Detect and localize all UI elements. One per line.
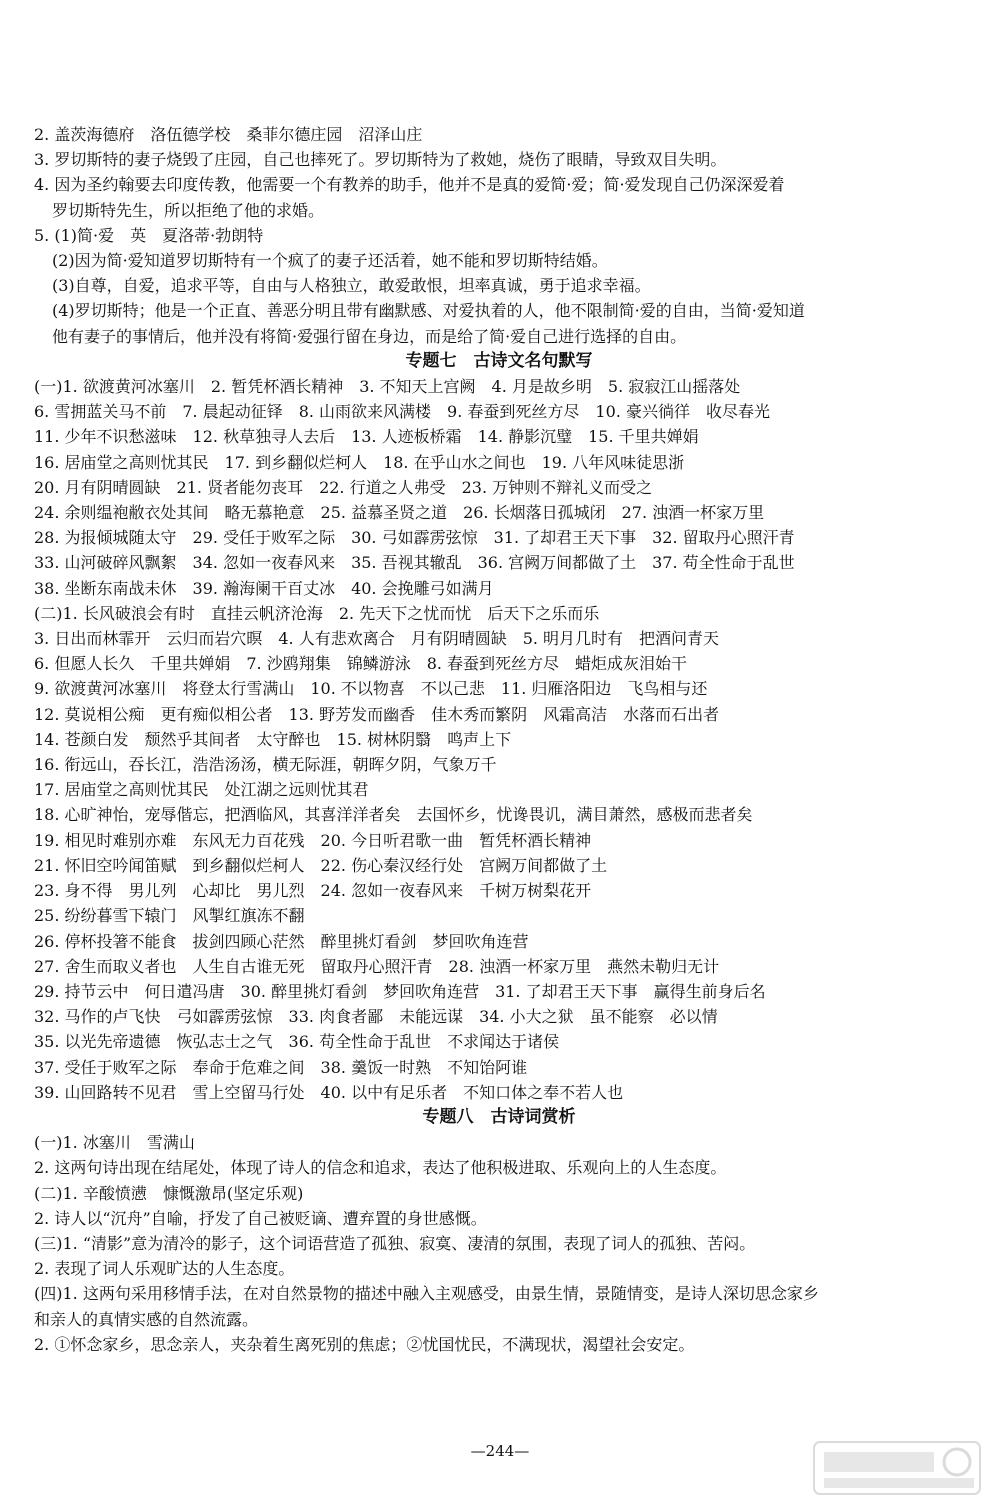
- text-line: 2. ①怀念家乡，思念亲人，夹杂着生离死别的焦虑；②忧国忧民，不满现状，渴望社会安定。: [34, 1334, 695, 1354]
- text-line: 33. 山河破碎风飘絮 34. 忽如一夜春风来 35. 吾视其辙乱 36. 宫阙万间都做了土 37. 苟全性命于乱世: [34, 553, 795, 573]
- text-line: 19. 相见时难别亦难 东风无力百花残 20. 今日听君歌一曲 暂凭杯酒长精神: [34, 830, 592, 850]
- text-line: 和亲人的真情实感的自然流露。: [34, 1309, 259, 1329]
- text-line: (3)自尊，自爱，追求平等，自由与人格独立，敢爱敢恨，坦率真诚，勇于追求幸福。: [52, 276, 651, 296]
- text-line: 3. 罗切斯特的妻子烧毁了庄园，自己也摔死了。罗切斯特为了救她，烧伤了眼睛，导致双目失明。: [34, 150, 727, 170]
- text-line: 23. 身不得 男儿列 心却比 男儿烈 24. 忽如一夜春风来 千树万树梨花开: [34, 881, 592, 901]
- text-line: 32. 马作的卢飞快 弓如霹雳弦惊 33. 肉食者鄙 未能远谋 34. 小大之狱 虽不能察 必以情: [34, 1007, 718, 1027]
- text-line: 20. 月有阴晴圆缺 21. 贤者能勿丧耳 22. 行道之人弗受 23. 万钟则不辩礼义而受之: [34, 477, 653, 497]
- text-line: 4. 因为圣约翰要去印度传教，他需要一个有教养的助手，他并不是真的爱简·爱；简·爱发现自己仍深深爱着: [34, 175, 785, 195]
- text-line: 6. 雪拥蓝关马不前 7. 晨起动征铎 8. 山雨欲来风满楼 9. 春蚕到死丝方尽 10. 豪兴徜徉 收尽春光: [34, 402, 770, 422]
- text-line: 16. 居庙堂之高则忧其民 17. 到乡翻似烂柯人 18. 在乎山水之间也 19. 八年风味徒思浙: [34, 452, 685, 472]
- text-line: 2. 盖茨海德府 洛伍德学校 桑菲尔德庄园 沼泽山庄: [34, 125, 423, 144]
- text-line: 38. 坐断东南战未休 39. 瀚海阑干百丈冰 40. 会挽雕弓如满月: [34, 578, 494, 598]
- answer-page: [34, 122, 964, 1357]
- text-line: 3. 日出而林霏开 云归而岩穴暝 4. 人有悲欢离合 月有阴晴圆缺 5. 明月几时有 把酒问青天: [34, 629, 720, 649]
- text-line: 18. 心旷神怡，宠辱偕忘，把酒临风，其喜洋洋者矣 去国怀乡，忧谗畏讥，满目萧然，感极而悲者矣: [34, 805, 753, 825]
- text-line: (4)罗切斯特；他是一个正直、善恶分明且带有幽默感、对爱执着的人，他不限制简·爱的自由，当简·爱知道: [52, 301, 805, 321]
- text-line: 2. 表现了词人乐观旷达的人生态度。: [34, 1259, 295, 1279]
- text-line: 2. 这两句诗出现在结尾处，体现了诗人的信念和追求，表达了他积极进取、乐观向上的人生态度。: [34, 1158, 727, 1178]
- text-line: 27. 舍生而取义者也 人生自古谁无死 留取丹心照汗青 28. 浊酒一杯家万里 燕然未勒归无计: [34, 956, 720, 976]
- text-line: 罗切斯特先生，所以拒绝了他的求婚。: [52, 200, 325, 220]
- text-line: 17. 居庙堂之高则忧其民 处江湖之远则忧其君: [34, 780, 369, 800]
- text-line: 5. (1)简·爱 英 夏洛蒂·勃朗特: [34, 225, 264, 245]
- section-heading-8: 专题八 古诗词赏析: [422, 1106, 576, 1127]
- text-line: 14. 苍颜白发 颓然乎其间者 太守醉也 15. 树林阴翳 鸣声上下: [34, 729, 512, 749]
- text-line: 21. 怀旧空吟闻笛赋 到乡翻似烂柯人 22. 伤心秦汉经行处 宫阙万间都做了土: [34, 855, 608, 875]
- text-line: 9. 欲渡黄河冰塞川 将登太行雪满山 10. 不以物喜 不以己悲 11. 归雁洛阳边 飞鸟相与还: [34, 679, 708, 699]
- text-line: 25. 纷纷暮雪下辕门 风掣红旗冻不翻: [34, 906, 305, 926]
- text-line: 37. 受任于败军之际 奉命于危难之间 38. 羹饭一时熟 不知饴阿谁: [34, 1057, 528, 1077]
- text-line: (2)因为简·爱知道罗切斯特有一个疯了的妻子还活着，她不能和罗切斯特结婚。: [52, 251, 608, 271]
- text-line: (四)1. 这两句采用移情手法，在对自然景物的描述中融入主观感受，由景生情，景随情变，是诗人深切思念家乡: [34, 1284, 819, 1304]
- text-line: 35. 以光先帝遗德 恢弘志士之气 36. 苟全性命于乱世 不求闻达于诸侯: [34, 1032, 560, 1052]
- text-line: 29. 持节云中 何日遣冯唐 30. 醉里挑灯看剑 梦回吹角连营 31. 了却君王天下事 赢得生前身后名: [34, 981, 766, 1001]
- text-line: 他有妻子的事情后，他并没有将简·爱强行留在身边，而是给了简·爱自己进行选择的自由。: [52, 326, 687, 346]
- text-line: (二)1. 长风破浪会有时 直挂云帆济沧海 2. 先天下之忧而忧 后天下之乐而乐: [34, 603, 600, 623]
- text-line: 24. 余则缊袍敝衣处其间 略无慕艳意 25. 益慕圣贤之道 26. 长烟落日孤城闭 27. 浊酒一杯家万里: [34, 503, 765, 523]
- text-line: (一)1. 冰塞川 雪满山: [34, 1133, 195, 1153]
- text-line: 26. 停杯投箸不能食 拔剑四顾心茫然 醉里挑灯看剑 梦回吹角连营: [34, 931, 529, 951]
- text-line: 39. 山回路转不见君 雪上空留马行处 40. 以中有足乐者 不知口体之奉不若人也: [34, 1082, 624, 1102]
- text-line: (二)1. 辛酸愤懑 慷慨激昂(坚定乐观): [34, 1183, 304, 1203]
- text-line: 28. 为报倾城随太守 29. 受任于败军之际 30. 弓如霹雳弦惊 31. 了却君王天下事 32. 留取丹心照汗青: [34, 528, 795, 548]
- text-line: 2. 诗人以“沉舟”自喻，抒发了自己被贬谪、遭弃置的身世感慨。: [34, 1208, 487, 1228]
- text-line: (一)1. 欲渡黄河冰塞川 2. 暂凭杯酒长精神 3. 不知天上宫阙 4. 月是故乡明 5. 寂寂江山摇落处: [34, 377, 741, 397]
- watermark-logo-icon: [812, 1440, 982, 1496]
- section-heading-7: 专题七 古诗文名句默写: [405, 350, 593, 371]
- text-line: 12. 莫说相公痴 更有痴似相公者 13. 野芳发而幽香 佳木秀而繁阴 风霜高洁 水落而石出者: [34, 704, 720, 724]
- page-number: —244—: [470, 1442, 530, 1460]
- text-line: 6. 但愿人长久 千里共婵娟 7. 沙鸥翔集 锦鳞游泳 8. 春蚕到死丝方尽 蜡炬成灰泪始干: [34, 654, 688, 674]
- text-line: 11. 少年不识愁滋味 12. 秋草独寻人去后 13. 人迹板桥霜 14. 静影沉璧 15. 千里共婵娟: [34, 427, 699, 447]
- text-line: 16. 衔远山，吞长江，浩浩汤汤，横无际涯，朝晖夕阴，气象万千: [34, 755, 497, 775]
- text-line: (三)1. “清影”意为清冷的影子，这个词语营造了孤独、寂寞、凄清的氛围，表现了词人的孤独、苦闷。: [34, 1233, 756, 1253]
